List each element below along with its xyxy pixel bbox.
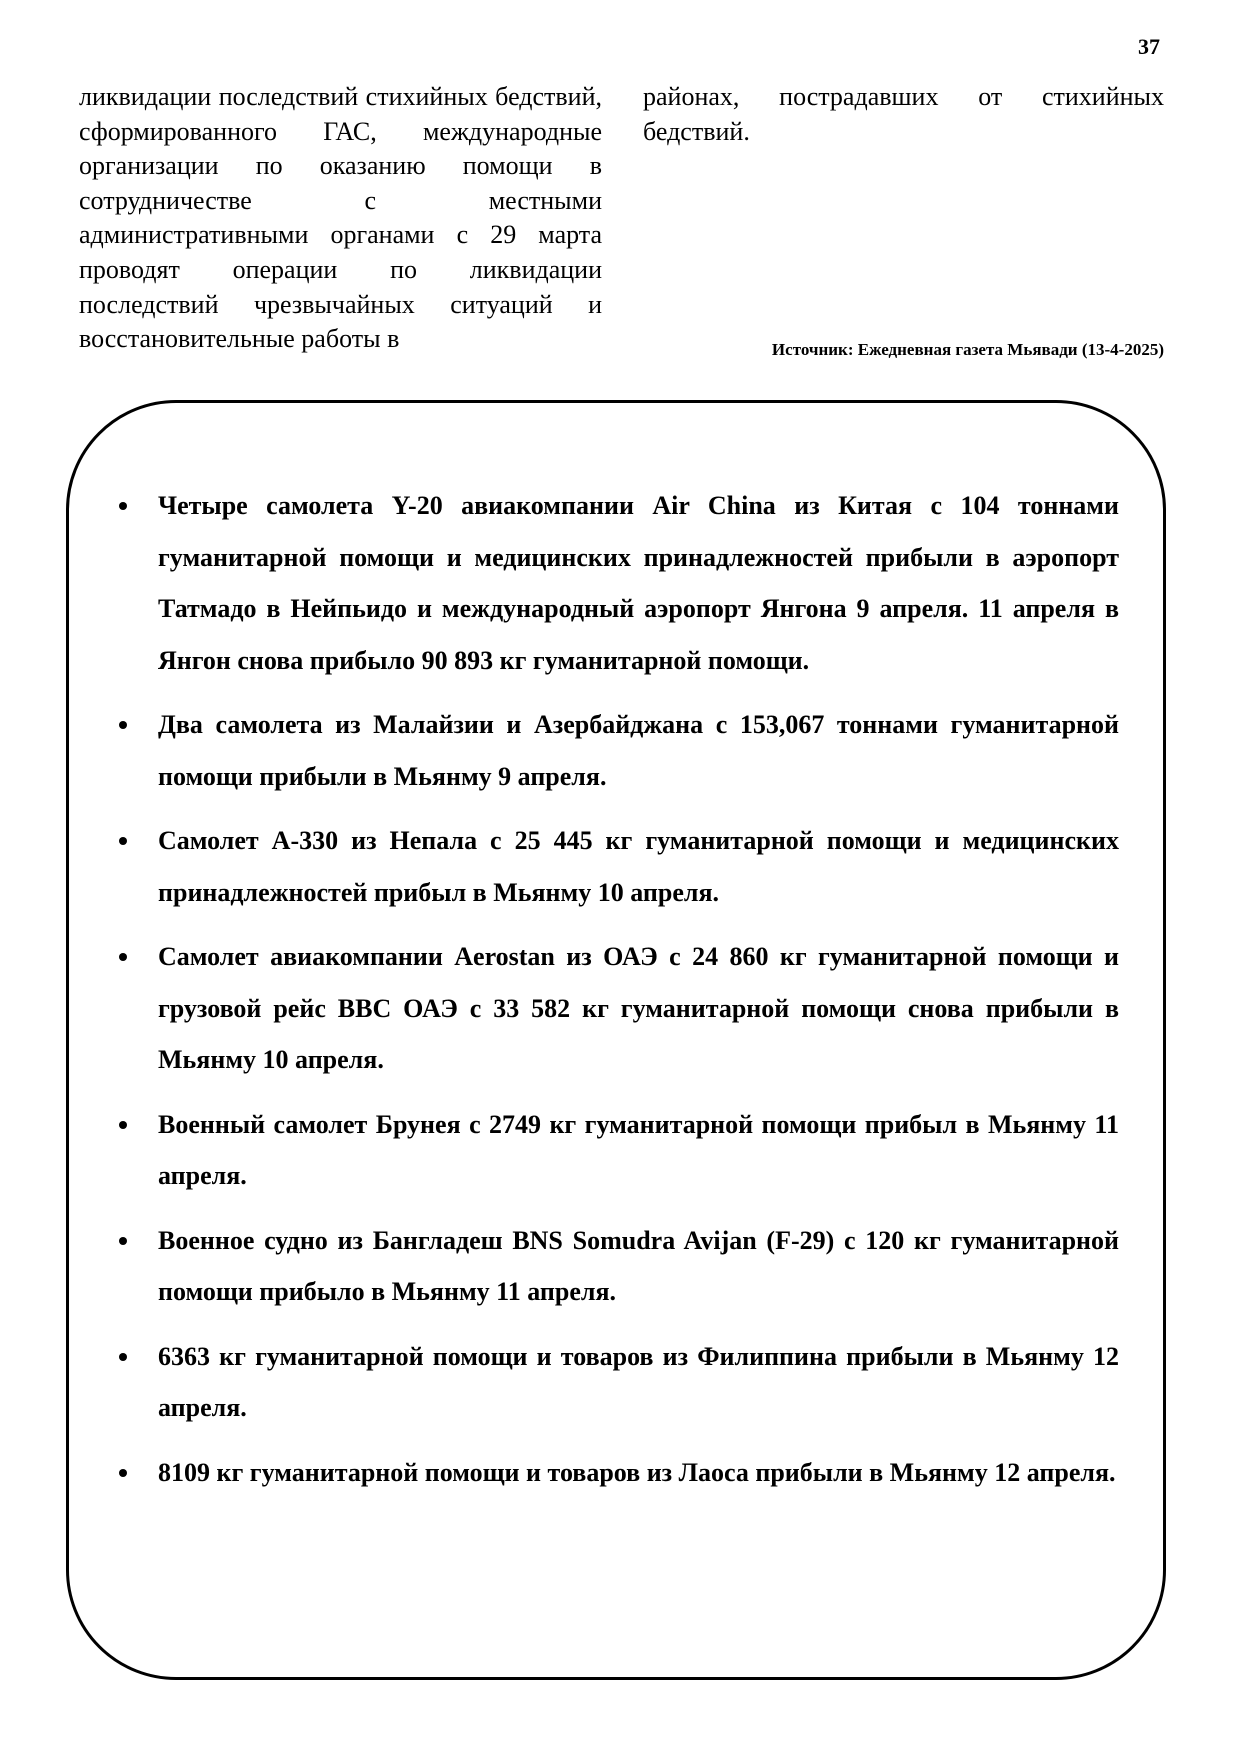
- bullet-item: [119, 815, 1119, 918]
- bullet-text: 8109 кг гуманитарной помощи и товаров из Лаоса прибыли в Мьянму 12 апреля.: [158, 1457, 1116, 1487]
- bullet-dot-icon: [119, 502, 127, 510]
- bullet-text: Два самолета из Малайзии и Азербайджана с 153,067 тоннами гуманитарной помощи прибыли в Мьянму 9 апреля.: [158, 710, 1119, 791]
- bullet-item: [119, 1447, 1119, 1499]
- article-text-right-column: районах, пострадавших от стихийных бедствий.: [643, 82, 1164, 146]
- bullet-item: [119, 931, 1119, 1086]
- bullet-dot-icon: [119, 1121, 127, 1129]
- bullet-text: 6363 кг гуманитарной помощи и товаров из Филиппина прибыли в Мьянму 12 апреля.: [158, 1341, 1119, 1422]
- bullet-text: Самолет А-330 из Непала с 25 445 кг гуманитарной помощи и медицинских принадлежностей прибыл в Мьянму 10 апреля.: [158, 826, 1119, 907]
- bullet-item: [119, 699, 1119, 802]
- bullet-dot-icon: [119, 953, 127, 961]
- bullet-text: Военное судно из Бангладеш BNS Somudra Avijan (F-29) с 120 кг гуманитарной помощи прибыло в Мьянму 11 апреля.: [158, 1225, 1119, 1306]
- bullet-item: [119, 480, 1119, 686]
- bullet-dot-icon: [119, 1353, 127, 1361]
- bullet-dot-icon: [119, 837, 127, 845]
- bullet-dot-icon: [119, 1237, 127, 1245]
- aid-bullet-list: [119, 480, 1119, 1511]
- article-text-left-column: ликвидации последствий стихийных бедствий, сформированного ГАС, международные организации по оказанию помощи в сотрудничестве с местными административными органами с 29 марта проводят операции по ликвидации последствий чрезвычайных ситуаций и восстановительные работы в: [79, 82, 602, 354]
- bullet-dot-icon: [119, 721, 127, 729]
- bullet-text: Военный самолет Брунея с 2749 кг гуманитарной помощи прибыл в Мьянму 11 апреля.: [158, 1109, 1119, 1190]
- bullet-item: [119, 1331, 1119, 1434]
- bullet-text: Четыре самолета Y-20 авиакомпании Air China из Китая с 104 тоннами гуманитарной помощи и медицинских принадлежностей прибыли в аэропорт Татмадо в Нейпьидо и международный аэропорт Янгона 9 апреля. 11 апреля в Янгон снова прибыло 90 893 кг гуманитарной помощи.: [158, 491, 1119, 675]
- bullet-text: Самолет авиакомпании Aerostan из ОАЭ с 24 860 кг гуманитарной помощи и грузовой рейс BBC ОАЭ с 33 582 кг гуманитарной помощи снова прибыли в Мьянму 10 апреля.: [158, 942, 1119, 1074]
- bullet-item: [119, 1215, 1119, 1318]
- source-citation: Источник: Ежедневная газета Мьявади (13-4-2025): [771, 340, 1164, 359]
- bullet-dot-icon: [119, 1469, 127, 1477]
- bullet-item: [119, 1099, 1119, 1202]
- page-number: 37: [1138, 34, 1160, 59]
